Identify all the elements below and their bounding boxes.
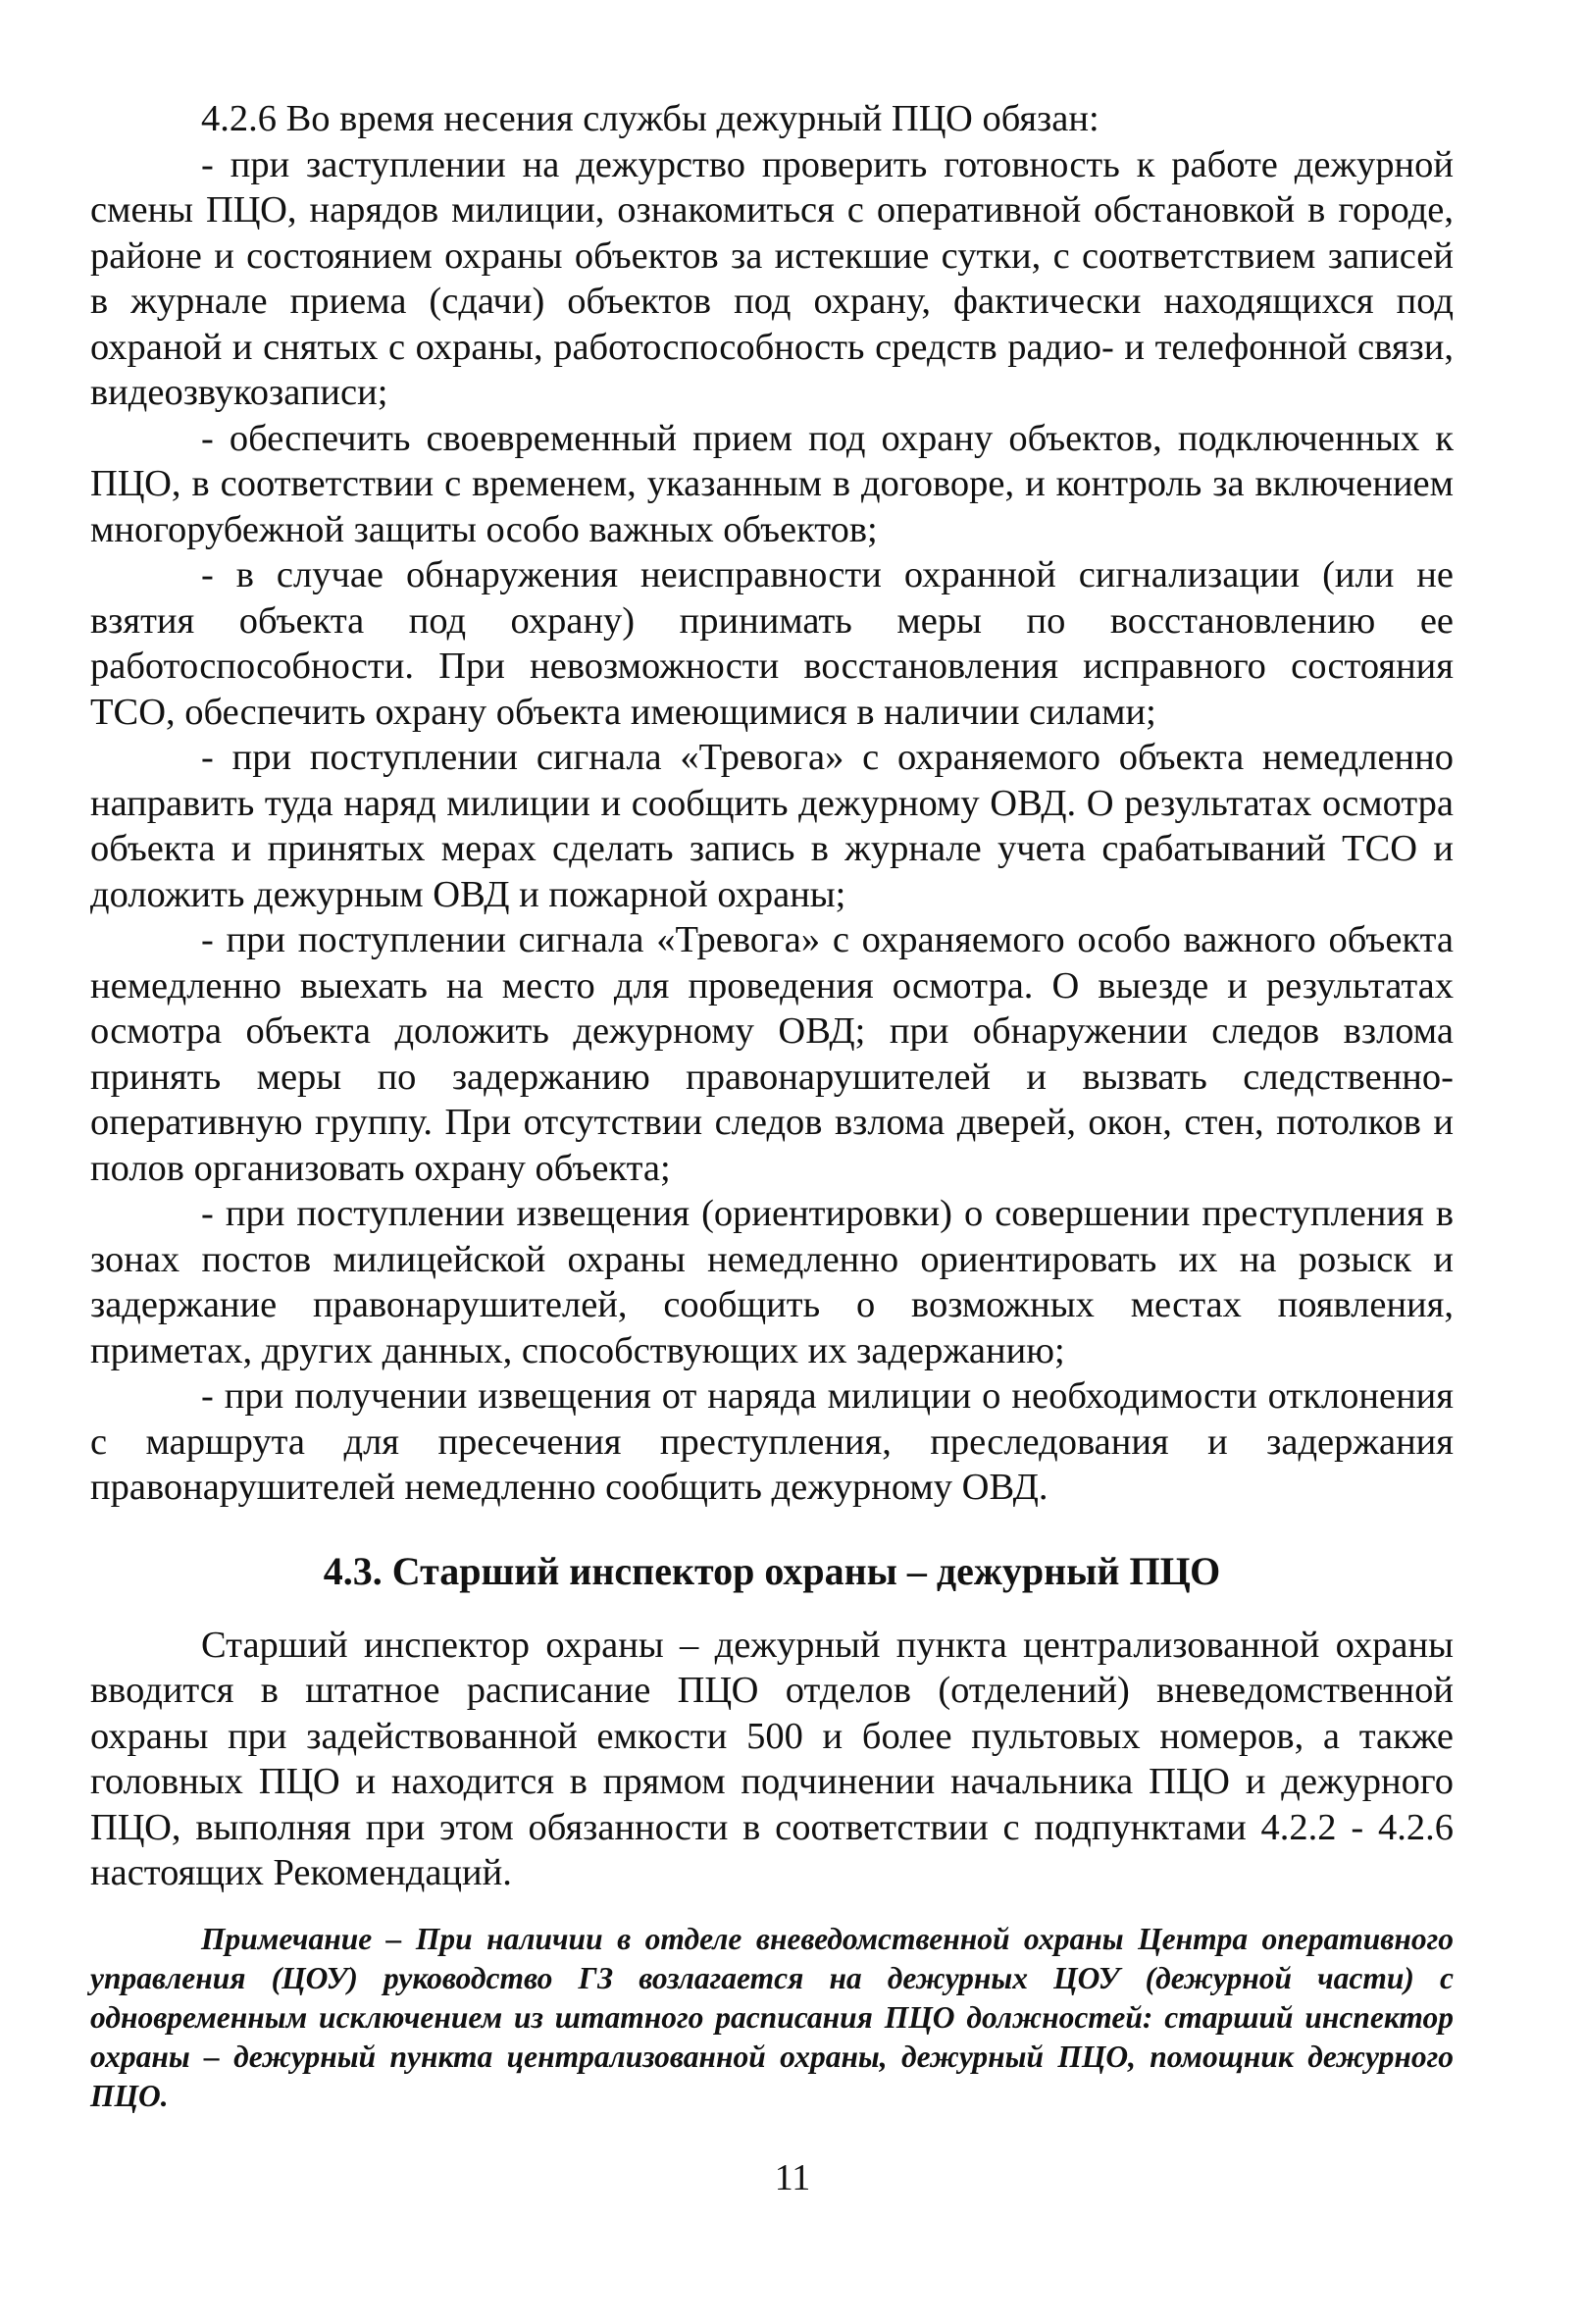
duty-item: - при заступлении на дежурство проверить готовность к работе дежурной смены ПЦО, нарядов милиции, ознакомиться с оперативной обстановкой в городе, районе и состоянием охраны объектов за истекшие сутки, с соответствием записей в журнале приема (сдачи) объектов под охрану, фактически находящихся под охраной и снятых с охраны, работоспособность средств радио- и телефонной связи, видеозвукозаписи; — [90, 143, 1454, 413]
duty-item: - при получении извещения от наряда милиции о необходимости отклонения с маршрута для пресечения преступления, преследования и задержания правонарушителей немедленно сообщить дежурному ОВД. — [90, 1375, 1454, 1508]
clause-intro: 4.2.6 Во время несения службы дежурный ПЦО обязан: — [201, 98, 1099, 139]
duty-item: - при поступлении сигнала «Тревога» с охраняемого особо важного объекта немедленно выехать на место для проведения осмотра. О выезде и результатах осмотра объекта доложить дежурному ОВД; при обнаружении следов взлома принять меры по задержанию правонарушителей и вызвать следственно-оперативную группу. При отсутствии следов взлома дверей, окон, стен, потолков и полов организовать охрану объекта; — [90, 919, 1454, 1189]
page-number: 11 — [774, 2157, 811, 2198]
section-note: Примечание – При наличии в отделе вневедомственной охраны Центра оперативного управления (ЦОУ) руководство ГЗ возлагается на дежурных ЦОУ (дежурной части) с одновременным исключением из штатного расписания ПЦО должностей: старший инспектор охраны – дежурный пункта централизованной охраны, дежурный ПЦО, помощник дежурного ПЦО. — [90, 1921, 1454, 2113]
duty-item: - при поступлении сигнала «Тревога» с охраняемого объекта немедленно направить туда наряд милиции и сообщить дежурному ОВД. О результатах осмотра объекта и принятых мерах сделать запись в журнале учета срабатываний ТСО и доложить дежурным ОВД и пожарной охраны; — [90, 737, 1454, 915]
document-page — [90, 96, 1454, 2116]
duty-item: - обеспечить своевременный прием под охрану объектов, подключенных к ПЦО, в соответствии с временем, указанным в договоре, и контроль за включением многорубежной защиты особо важных объектов; — [90, 417, 1454, 550]
duty-item: - в случае обнаружения неисправности охранной сигнализации (или не взятия объекта под охрану) принимать меры по восстановлению ее работоспособности. При невозможности восстановления исправного состояния ТСО, обеспечить охрану объекта имеющимися в наличии силами; — [90, 554, 1454, 733]
section-heading: 4.3. Старший инспектор охраны – дежурный ПЦО — [323, 1548, 1221, 1593]
section-body: Старший инспектор охраны – дежурный пункта централизованной охраны вводится в штатное расписание ПЦО отделов (отделений) вневедомственной охраны при задействованной емкости 500 и более пультовых номеров, а также головных ПЦО и находится в прямом подчинении начальника ПЦО и дежурного ПЦО, выполняя при этом обязанности в соответствии с подпунктами 4.2.2 - 4.2.6 настоящих Рекомендаций. — [90, 1624, 1454, 1893]
duty-item: - при поступлении извещения (ориентировки) о совершении преступления в зонах постов милицейской охраны немедленно ориентировать их на розыск и задержание правонарушителей, сообщить о возможных местах появления, приметах, других данных, способствующих их задержанию; — [90, 1193, 1454, 1371]
